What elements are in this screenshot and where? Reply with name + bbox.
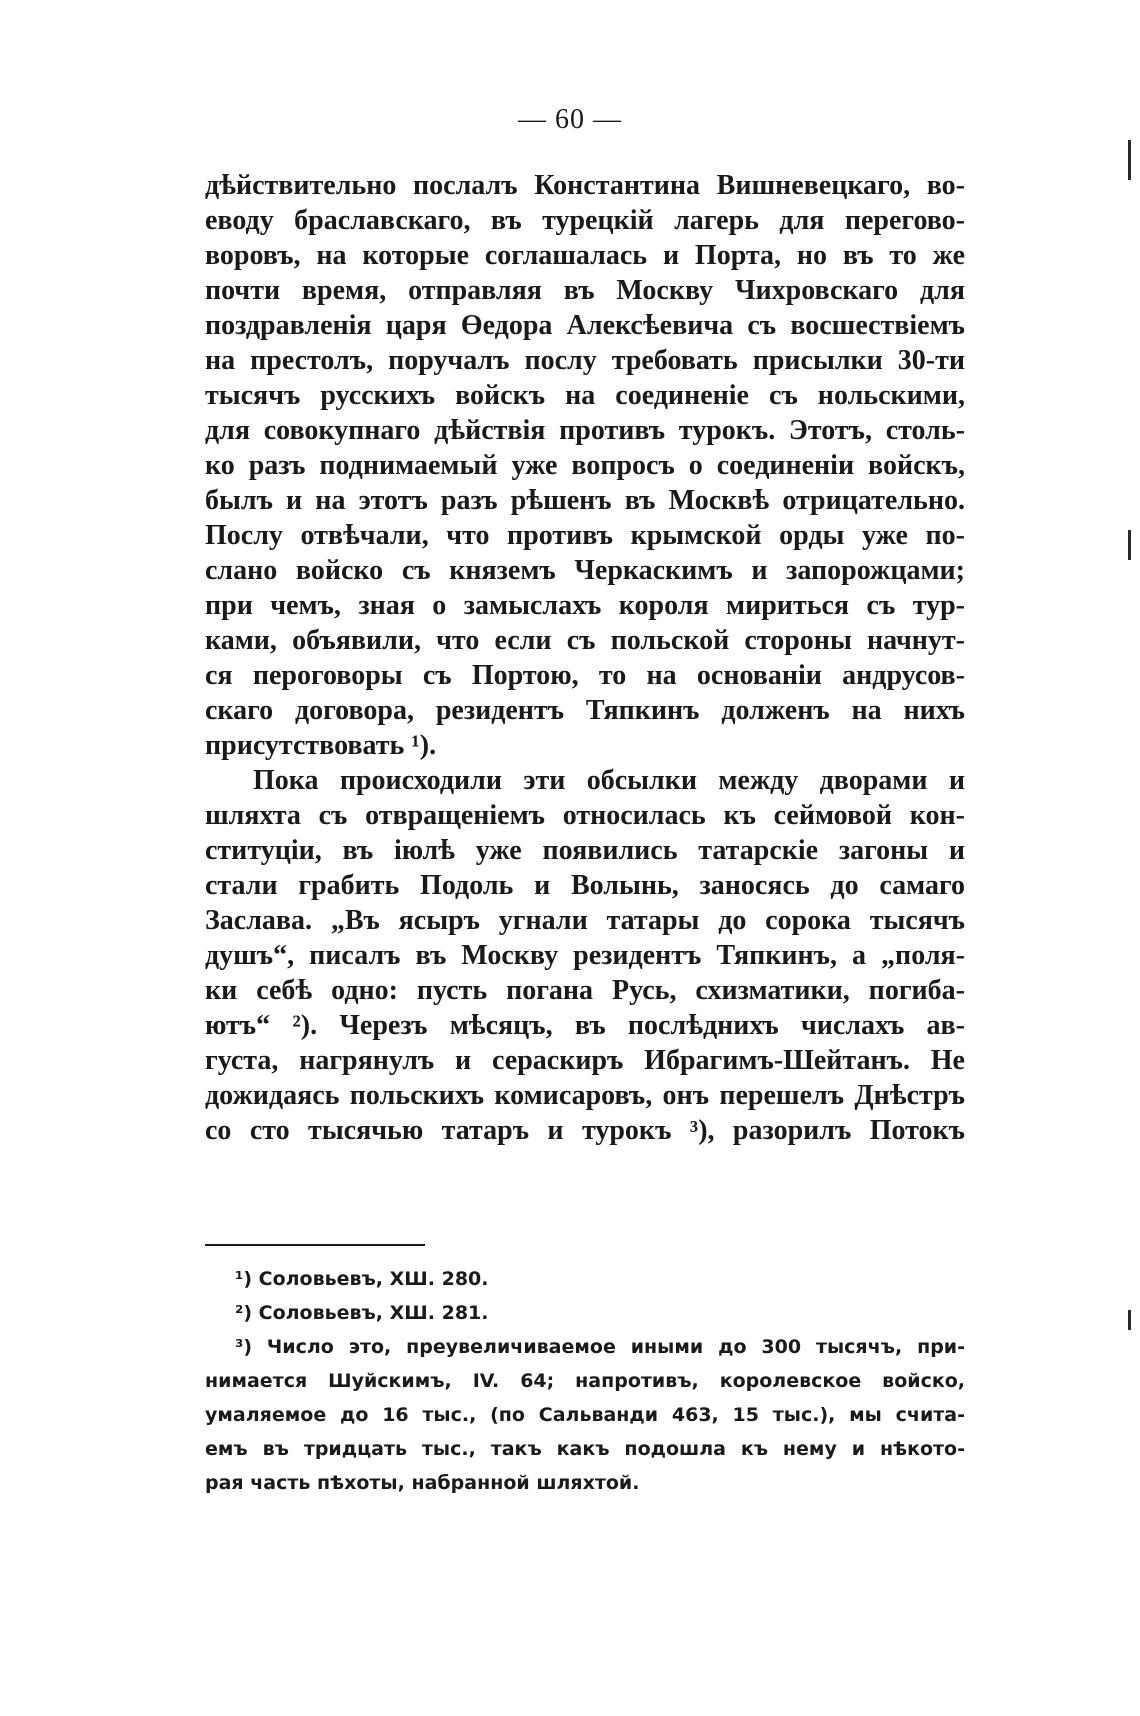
footnote-3-line: нимается Шуйскимъ, IV. 64; напротивъ, королевское войско, xyxy=(205,1370,965,1392)
scan-edge-mark xyxy=(1128,140,1131,180)
text-line: присутствовать ¹). xyxy=(205,730,437,761)
footnote-3-line: рая часть пѣхоты, набранной шляхтой. xyxy=(205,1472,640,1494)
text-line: ютъ“ ²). Черезъ мѣсяцъ, въ послѣднихъ числахъ ав- xyxy=(205,1010,965,1041)
footnote-divider xyxy=(205,1244,425,1246)
footnote-3-line: ³) Число это, преувеличиваемое иными до 300 тысячъ, при- xyxy=(235,1336,965,1358)
text-line: стали грабить Подоль и Волынь, заносясь до самаго xyxy=(205,870,965,901)
scan-edge-mark xyxy=(1128,1310,1131,1330)
text-line: при чемъ, зная о замыслахъ короля мириться съ тур- xyxy=(205,590,965,621)
footnotes xyxy=(205,1262,965,1500)
footnote-1: ¹) Соловьевъ, ХШ. 280. xyxy=(235,1268,489,1290)
text-line: поздравленія царя Өедора Алексѣевича съ восшествіемъ xyxy=(205,310,965,341)
text-line: почти время, отправляя въ Москву Чихровскаго для xyxy=(205,275,965,306)
footnote-3-line: емъ въ тридцать тыс., такъ какъ подошла къ нему и нѣкото- xyxy=(205,1438,965,1460)
text-line: ками, объявили, что если съ польской стороны начнут- xyxy=(205,625,965,656)
scan-edge-mark xyxy=(1128,530,1131,560)
body-text xyxy=(205,168,965,1148)
text-line: Послу отвѣчали, что противъ крымской орды уже по- xyxy=(205,520,965,551)
text-line: Заслава. „Въ ясыръ угнали татары до сорока тысячъ xyxy=(205,905,965,936)
text-line: душъ“, писалъ въ Москву резидентъ Тяпкинъ, а „поля- xyxy=(205,940,965,971)
text-line: со сто тысячью татаръ и турокъ ³), разорилъ Потокъ xyxy=(205,1115,965,1146)
text-line: густа, нагрянулъ и сераскиръ Ибрагимъ-Шейтанъ. Не xyxy=(205,1045,965,1076)
text-line: ституціи, въ іюлѣ уже появились татарскіе загоны и xyxy=(205,835,965,866)
footnote-2: ²) Соловьевъ, ХШ. 281. xyxy=(235,1302,489,1324)
text-line: дѣйствительно послалъ Константина Вишневецкаго, во- xyxy=(205,170,965,201)
paragraph-start-line: Пока происходили эти обсылки между дворами и xyxy=(253,765,965,796)
page-number: — 60 — xyxy=(518,104,622,135)
text-line: ки себѣ одно: пусть погана Русь, схизматики, погиба- xyxy=(205,975,965,1006)
text-line: шляхта съ отвращеніемъ относилась къ сеймовой кон- xyxy=(205,800,965,831)
text-line: скаго договора, резидентъ Тяпкинъ долженъ на нихъ xyxy=(205,695,965,726)
text-line: еводу браславскаго, въ турецкій лагерь для перегово- xyxy=(205,205,965,236)
text-line: дожидаясь польскихъ комисаровъ, онъ перешелъ Днѣстръ xyxy=(205,1080,965,1111)
text-line: ся пероговоры съ Портою, то на основаніи андрусов- xyxy=(205,660,965,691)
text-line: ко разъ поднимаемый уже вопросъ о соединеніи войскъ, xyxy=(205,450,965,481)
text-line: на престолъ, поручалъ послу требовать присылки 30-ти xyxy=(205,345,965,376)
footnote-3-line: умаляемое до 16 тыс., (по Сальванди 463, 15 тыс.), мы счита- xyxy=(205,1404,965,1426)
text-line: слано войско съ княземъ Черкаскимъ и запорожцами; xyxy=(205,555,965,586)
text-line: былъ и на этотъ разъ рѣшенъ въ Москвѣ отрицательно. xyxy=(205,485,965,516)
text-line: тысячъ русскихъ войскъ на соединеніе съ нольскими, xyxy=(205,380,965,411)
text-line: для совокупнаго дѣйствія противъ турокъ. Этотъ, столь- xyxy=(205,415,965,446)
text-line: воровъ, на которые соглашалась и Порта, но въ то же xyxy=(205,240,965,271)
